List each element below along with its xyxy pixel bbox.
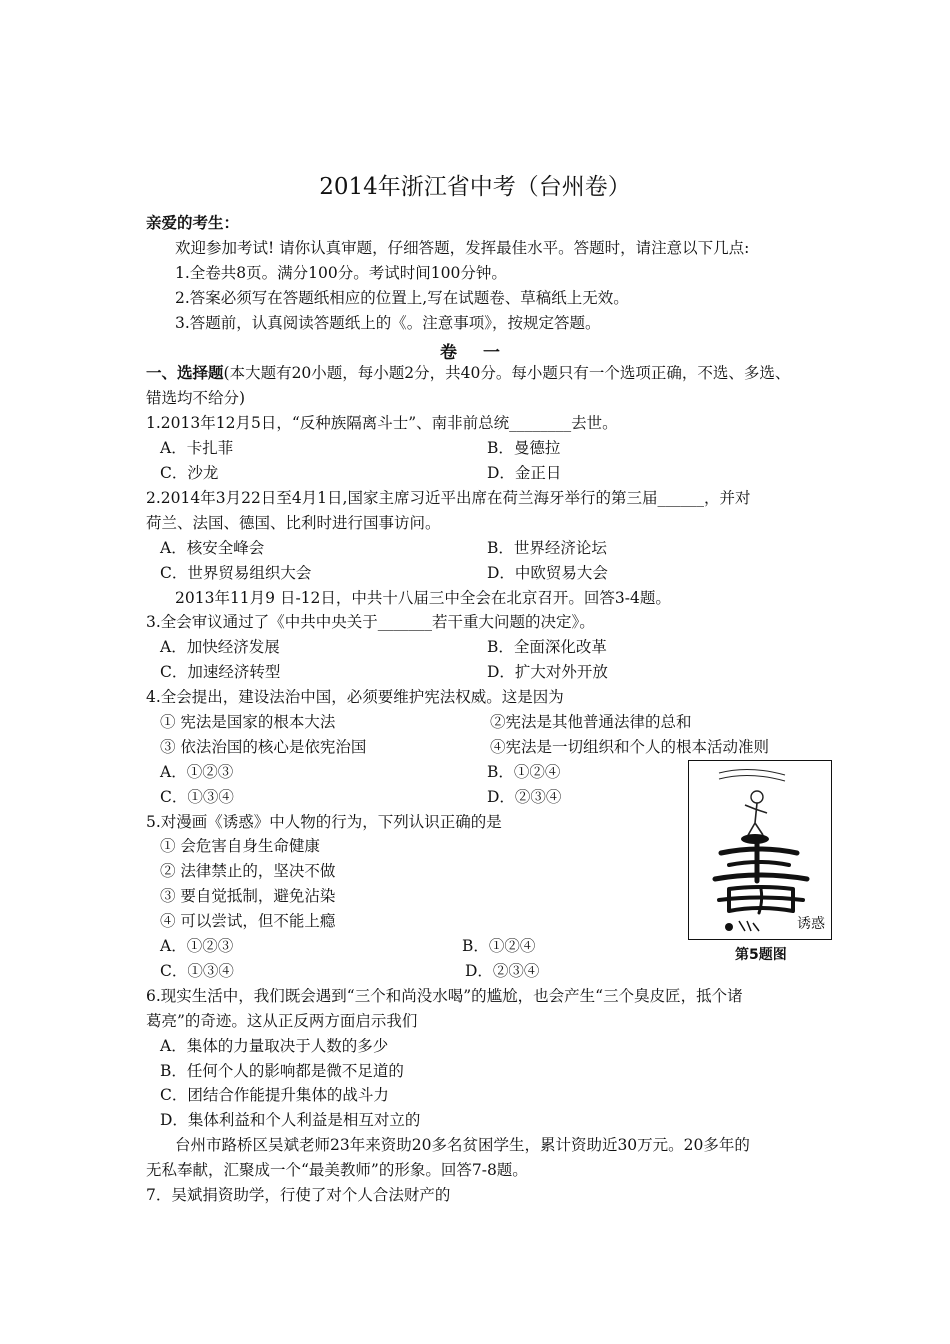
q1-stem: 1.2013年12月5日，“反种族隔离斗士”、南非前总统________去世。 bbox=[146, 414, 618, 432]
q7-stem: 7．吴斌捐资助学，行使了对个人合法财产的 bbox=[146, 1186, 451, 1204]
cartoon-figure bbox=[688, 760, 832, 940]
part1-heading: 一、选择题 bbox=[146, 364, 224, 382]
q5-stem: 5.对漫画《诱惑》中人物的行为，下列认识正确的是 bbox=[146, 813, 502, 831]
q6-option-b: B．任何个人的影响都是微不足道的 bbox=[160, 1062, 404, 1080]
part1-desc: (本大题有20小题，每小题2分，共40分。每小题只有一个选项正确，不选、多选、 bbox=[223, 364, 791, 382]
q6-stem-1: 6.现实生活中，我们既会遇到“三个和尚没水喝”的尴尬，也会产生“三个臭皮匠，抵个诸 bbox=[146, 987, 743, 1005]
q6-option-a: A．集体的力量取决于人数的多少 bbox=[160, 1037, 389, 1055]
q4-item-2: ②宪法是其他普通法律的总和 bbox=[490, 713, 692, 731]
note-2: 2.答案必须写在答题纸相应的位置上,写在试题卷、草稿纸上无效。 bbox=[175, 289, 629, 307]
context-3-4: 2013年11月9 日-12日，中共十八届三中全会在北京召开。回答3-4题。 bbox=[175, 589, 671, 607]
q1-option-b: B．曼德拉 bbox=[487, 439, 561, 457]
q5-option-c: C．①③④ bbox=[160, 962, 234, 980]
q2-stem-1: 2.2014年3月22日至4月1日,国家主席习近平出席在荷兰海牙举行的第三届______，并对 bbox=[146, 489, 751, 507]
q4-item-4: ④宪法是一切组织和个人的根本活动准则 bbox=[490, 738, 770, 756]
part1-header bbox=[146, 363, 790, 383]
q5-item-1: ① 会危害自身生命健康 bbox=[160, 837, 320, 855]
q1-option-c: C．沙龙 bbox=[160, 464, 219, 482]
context-7-8-line-1: 台州市路桥区吴斌老师23年来资助20多名贫困学生，累计资助近30万元。20多年的 bbox=[175, 1136, 750, 1154]
q5-item-2: ② 法律禁止的，坚决不做 bbox=[160, 862, 336, 880]
q2-option-d: D．中欧贸易大会 bbox=[487, 564, 608, 582]
page-title: 2014年浙江省中考（台州卷） bbox=[319, 174, 631, 200]
part1-desc-cont: 错选均不给分) bbox=[146, 389, 246, 407]
note-intro: 欢迎参加考试! 请你认真审题，仔细答题，发挥最佳水平。答题时，请注意以下几点: bbox=[175, 239, 750, 257]
q3-option-b: B．全面深化改革 bbox=[487, 638, 607, 656]
q3-stem: 3.全会审议通过了《中共中央关于_______若干重大问题的决定》。 bbox=[146, 613, 595, 631]
q4-option-a: A．①②③ bbox=[160, 763, 234, 781]
q3-option-d: D．扩大对外开放 bbox=[487, 663, 608, 681]
q2-stem-2: 荷兰、法国、德国、比利时进行国事访问。 bbox=[146, 514, 441, 532]
q6-stem-2: 葛亮”的奇迹。这从正反两方面启示我们 bbox=[146, 1012, 418, 1030]
q6-option-d: D．集体利益和个人利益是相互对立的 bbox=[160, 1111, 421, 1129]
q4-item-3: ③ 依法治国的核心是依宪治国 bbox=[160, 738, 367, 756]
q4-item-1: ① 宪法是国家的根本大法 bbox=[160, 713, 336, 731]
q4-option-d: D．②③④ bbox=[487, 788, 562, 806]
q2-option-a: A．核安全峰会 bbox=[160, 539, 265, 557]
q6-option-c: C．团结合作能提升集体的战斗力 bbox=[160, 1086, 389, 1104]
q1-option-d: D．金正日 bbox=[487, 464, 562, 482]
figure-caption: 第5题图 bbox=[735, 947, 787, 963]
q5-option-a: A．①②③ bbox=[160, 937, 234, 955]
section-title: 卷 一 bbox=[440, 343, 510, 363]
note-1: 1.全卷共8页。满分100分。考试时间100分钟。 bbox=[175, 264, 507, 282]
q5-option-b: B．①②④ bbox=[462, 937, 536, 955]
cartoon-drawing bbox=[689, 761, 830, 938]
q5-item-3: ③ 要自觉抵制，避免沾染 bbox=[160, 887, 336, 905]
greeting: 亲爱的考生： bbox=[146, 214, 240, 232]
q4-option-b: B．①②④ bbox=[487, 763, 561, 781]
q2-option-c: C．世界贸易组织大会 bbox=[160, 564, 312, 582]
note-3: 3.答题前，认真阅读答题纸上的《。注意事项》，按规定答题。 bbox=[175, 314, 601, 332]
context-7-8-line-2: 无私奉献，汇聚成一个“最美教师”的形象。回答7-8题。 bbox=[146, 1161, 528, 1179]
q4-option-c: C．①③④ bbox=[160, 788, 234, 806]
q3-option-c: C．加速经济转型 bbox=[160, 663, 281, 681]
q3-option-a: A．加快经济发展 bbox=[160, 638, 280, 656]
q2-option-b: B．世界经济论坛 bbox=[487, 539, 607, 557]
q4-stem: 4.全会提出，建设法治中国，必须要维护宪法权威。这是因为 bbox=[146, 688, 564, 706]
q5-item-4: ④ 可以尝试，但不能上瘾 bbox=[160, 912, 336, 930]
q5-option-d: D．②③④ bbox=[465, 962, 540, 980]
q1-option-a: A．卡扎菲 bbox=[160, 439, 234, 457]
figure-label: 诱惑 bbox=[797, 916, 825, 932]
